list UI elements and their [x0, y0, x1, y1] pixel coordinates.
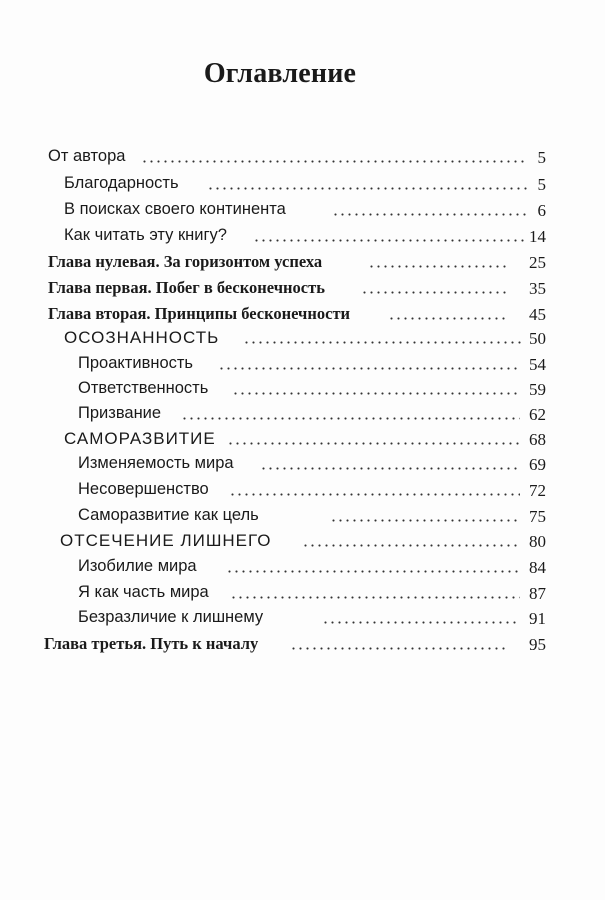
- toc-entry-page: 5: [537, 175, 546, 194]
- leader-dots: [227, 442, 520, 445]
- toc-entry-label: Я как часть мира: [78, 583, 209, 601]
- toc-entry: [0, 454, 605, 480]
- leader-dots: [232, 392, 520, 395]
- toc-entry-page: 87: [529, 584, 546, 603]
- leader-dots: [322, 621, 520, 624]
- toc-entry-page: 68: [529, 430, 546, 449]
- leader-dots: [388, 317, 508, 320]
- toc-entry-label: Как читать эту книгу?: [64, 226, 227, 244]
- toc-entry-label: САМОРАЗВИТИЕ: [64, 429, 216, 448]
- toc-entry-page: 69: [529, 455, 546, 474]
- toc-entry-page: 6: [537, 201, 546, 220]
- leader-dots: [260, 467, 520, 470]
- toc-entry: [0, 404, 605, 430]
- toc-entry-label: Саморазвитие как цель: [78, 506, 259, 524]
- toc-entry-label: В поисках своего континента: [64, 200, 286, 218]
- leader-dots: [141, 160, 528, 163]
- toc-entry-page: 5: [537, 148, 546, 167]
- page-title: Оглавление: [203, 58, 357, 89]
- toc-entry: [0, 304, 605, 330]
- leader-dots: [230, 596, 520, 599]
- toc-entry: [0, 480, 605, 506]
- toc-entry-page: 35: [529, 279, 546, 298]
- toc-entry-label: Благодарность: [64, 174, 179, 192]
- toc-entry: [0, 506, 605, 532]
- toc-entry: [0, 583, 605, 609]
- toc-entry-label: Проактивность: [78, 354, 194, 372]
- toc-entry-label: Глава вторая. Принципы бесконечности: [48, 304, 351, 323]
- toc-entry-page: 50: [529, 329, 546, 348]
- toc-entry-page: 80: [529, 532, 546, 551]
- leader-dots: [181, 417, 520, 420]
- toc-entry-page: 59: [529, 380, 546, 399]
- toc-entry: [0, 354, 605, 380]
- toc-entry: [0, 252, 605, 278]
- toc-entry-label: Глава первая. Побег в бесконечность: [48, 278, 325, 297]
- toc-entry: [0, 634, 605, 660]
- leader-dots: [253, 239, 528, 242]
- leader-dots: [207, 187, 528, 190]
- toc-entry: [0, 429, 605, 455]
- toc-entry-page: 84: [529, 558, 546, 577]
- toc-entry-page: 54: [529, 355, 546, 374]
- leader-dots: [368, 265, 508, 268]
- toc-entry-page: 25: [529, 253, 546, 272]
- leader-dots: [290, 647, 508, 650]
- toc-entry: [0, 557, 605, 583]
- leader-dots: [302, 544, 520, 547]
- toc-entry: [0, 147, 605, 173]
- leader-dots: [330, 519, 520, 522]
- leader-dots: [218, 367, 520, 370]
- toc-entry-label: Призвание: [78, 404, 162, 422]
- toc-entry-label: ОТСЕЧЕНИЕ ЛИШНЕГО: [60, 531, 272, 550]
- toc-entry: [0, 379, 605, 405]
- toc-entry-label: От автора: [48, 147, 126, 165]
- leader-dots: [226, 570, 520, 573]
- toc-entry: [0, 608, 605, 634]
- toc-entry-page: 14: [529, 227, 546, 246]
- toc-entry-page: 62: [529, 405, 546, 424]
- toc-entry: [0, 278, 605, 304]
- toc-entry-page: 45: [529, 305, 546, 324]
- leader-dots: [229, 493, 520, 496]
- toc-entry-label: Глава нулевая. За горизонтом успеха: [48, 252, 323, 271]
- toc-entry-label: Ответственность: [78, 379, 209, 397]
- leader-dots: [332, 213, 528, 216]
- toc-entry-label: ОСОЗНАННОСТЬ: [64, 328, 220, 347]
- toc-entry-label: Несовершенство: [78, 480, 209, 498]
- toc-entry-label: Глава третья. Путь к началу: [44, 634, 259, 653]
- toc-entry: [0, 200, 605, 226]
- leader-dots: [243, 341, 522, 344]
- toc-entry-label: Безразличие к лишнему: [78, 608, 264, 626]
- toc-entry: [0, 328, 605, 354]
- toc-entry-page: 72: [529, 481, 546, 500]
- toc-entry: [0, 226, 605, 252]
- toc-entry-page: 75: [529, 507, 546, 526]
- toc-entry-label: Изобилие мира: [78, 557, 197, 575]
- toc-entry-page: 91: [529, 609, 546, 628]
- toc-entry: [0, 174, 605, 200]
- toc-entry: [0, 531, 605, 557]
- toc-entry-label: Изменяемость мира: [78, 454, 234, 472]
- leader-dots: [361, 291, 508, 294]
- toc-entry-page: 95: [529, 635, 546, 654]
